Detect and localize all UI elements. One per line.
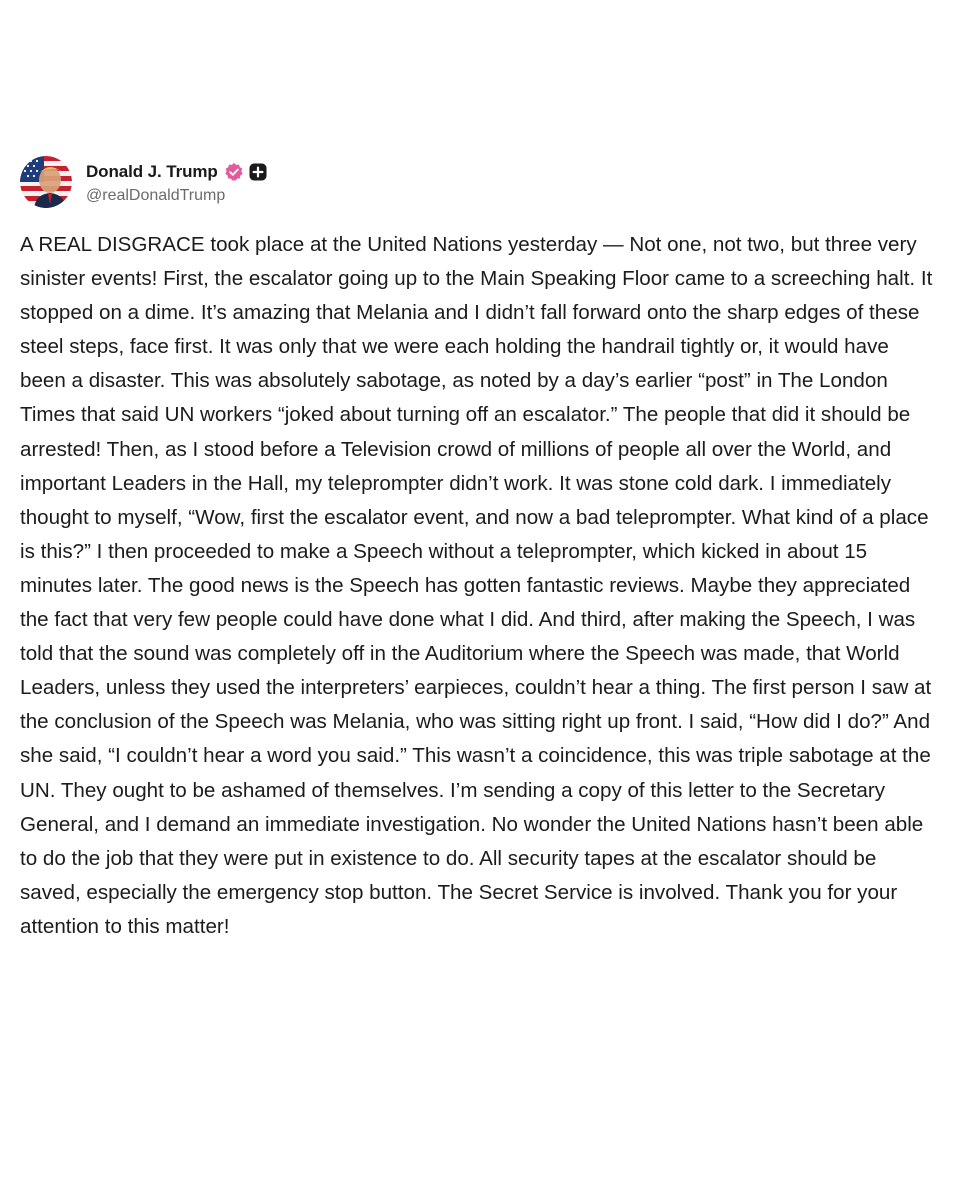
author-handle[interactable]: @realDonaldTrump	[86, 186, 226, 204]
avatar[interactable]	[20, 156, 72, 208]
author-block	[86, 160, 267, 205]
author-display-name[interactable]: Donald J. Trump	[86, 161, 218, 181]
plus-badge-icon	[249, 163, 267, 181]
avatar-flag-portrait-icon	[20, 156, 72, 208]
post-header	[20, 156, 267, 208]
post-text: A REAL DISGRACE took place at the United Nations yesterday — Not one, not two, but three very sinister events! First, the escalator going up to the Main Speaking Floor came to a screeching halt. It stopped on a dime. It’s amazing that Melania and I didn’t fall forward onto the sharp edges of these steel steps, face first. It was only that we were each holding the handrail tightly or, it would have been a disaster. This was absolutely sabotage, as noted by a day’s earlier “post” in The London Times that said UN workers “joked about turning off an escalator.” The people that did it should be arrested! Then, as I stood before a Television crowd of millions of people all over the World, and important Leaders in the Hall, my teleprompter didn’t work. It was stone cold dark. I immediately thought to myself, “Wow, first the escalator event, and now a bad teleprompter. What kind of a place is this?” I then proceeded to make a Speech without a teleprompter, which kicked in about 15 minutes later. The good news is the Speech has gotten fantastic reviews. Maybe they appreciated the fact that very few people could have done what I did. And third, after making the Speech, I was told that the sound was completely off in the Auditorium where the Speech was made, that World Leaders, unless they used the interpreters’ earpieces, couldn’t hear a thing. The first person I saw at the conclusion of the Speech was Melania, who was sitting right up front. I said, “How did I do?” And she said, “I couldn’t hear a word you said.” This wasn’t a coincidence, this was triple sabotage at the UN. They ought to be ashamed of themselves. I’m sending a copy of this letter to the Secretary General, and I demand an immediate investigation. No wonder the United Nations hasn’t been able to do the job that they were put in existence to do. All security tapes at the escalator should be saved, especially the emergency stop button. The Secret Service is involved. Thank you for your attention to this matter!	[20, 233, 933, 938]
verified-badge-icon	[224, 162, 244, 182]
name-row	[86, 160, 267, 184]
